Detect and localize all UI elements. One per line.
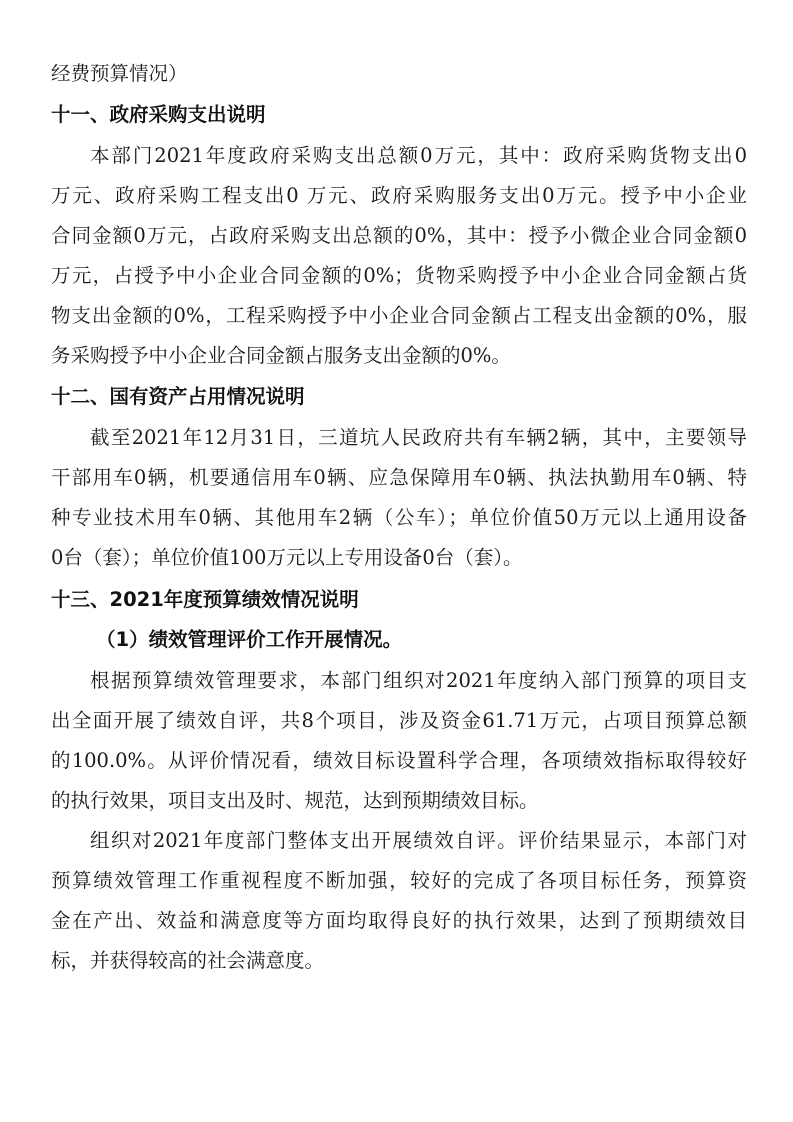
performance-p1-line-4: 的执行效果，项目支出及时、规范，达到预期绩效目标。	[51, 789, 539, 812]
section-heading-assets: 十二、国有资产占用情况说明	[51, 385, 305, 408]
performance-p2-line-1: 组织对2021年度部门整体支出开展绩效自评。评价结果显示，本部门对	[90, 829, 747, 852]
section-heading-performance: 十三、2021年度预算绩效情况说明	[51, 588, 359, 611]
procurement-line-3: 合同金额0万元，占政府采购支出总额的0%，其中：授予小微企业合同金额0	[51, 224, 747, 247]
procurement-line-6: 务采购授予中小企业合同金额占服务支出金额的0%。	[51, 344, 511, 367]
intro-tail-text: 经费预算情况）	[51, 62, 188, 85]
procurement-line-4: 万元，占授予中小企业合同金额的0%；货物采购授予中小企业合同金额占货	[51, 264, 747, 287]
assets-line-1: 截至2021年12月31日，三道坑人民政府共有车辆2辆，其中，主要领导	[90, 426, 747, 449]
performance-p2-line-2: 预算绩效管理工作重视程度不断加强，较好的完成了各项目标任务，预算资	[51, 869, 747, 892]
performance-p1-line-2: 出全面开展了绩效自评，共8个项目，涉及资金61.71万元，占项目预算总额	[51, 709, 747, 732]
procurement-line-1: 本部门2021年度政府采购支出总额0万元，其中：政府采购货物支出0	[90, 144, 747, 167]
assets-line-2: 干部用车0辆，机要通信用车0辆、应急保障用车0辆、执法执勤用车0辆、特	[51, 466, 747, 489]
procurement-line-2: 万元、政府采购工程支出0 万元、政府采购服务支出0万元。授予中小企业	[51, 184, 747, 207]
assets-line-3: 种专业技术用车0辆、其他用车2辆（公车）；单位价值50万元以上通用设备	[51, 506, 747, 529]
performance-p2-line-4: 标，并获得较高的社会满意度。	[51, 949, 325, 972]
performance-subheading: （1）绩效管理评价工作开展情况。	[96, 628, 403, 651]
performance-p1-line-3: 的100.0%。从评价情况看，绩效目标设置科学合理，各项绩效指标取得较好	[51, 749, 747, 772]
performance-p2-line-3: 金在产出、效益和满意度等方面均取得良好的执行效果，达到了预期绩效目	[51, 909, 747, 932]
performance-p1-line-1: 根据预算绩效管理要求，本部门组织对2021年度纳入部门预算的项目支	[90, 669, 747, 692]
section-heading-procurement: 十一、政府采购支出说明	[51, 103, 266, 126]
assets-line-4: 0台（套）；单位价值100万元以上专用设备0台（套）。	[51, 546, 523, 569]
procurement-line-5: 物支出金额的0%，工程采购授予中小企业合同金额占工程支出金额的0%，服	[51, 304, 747, 327]
